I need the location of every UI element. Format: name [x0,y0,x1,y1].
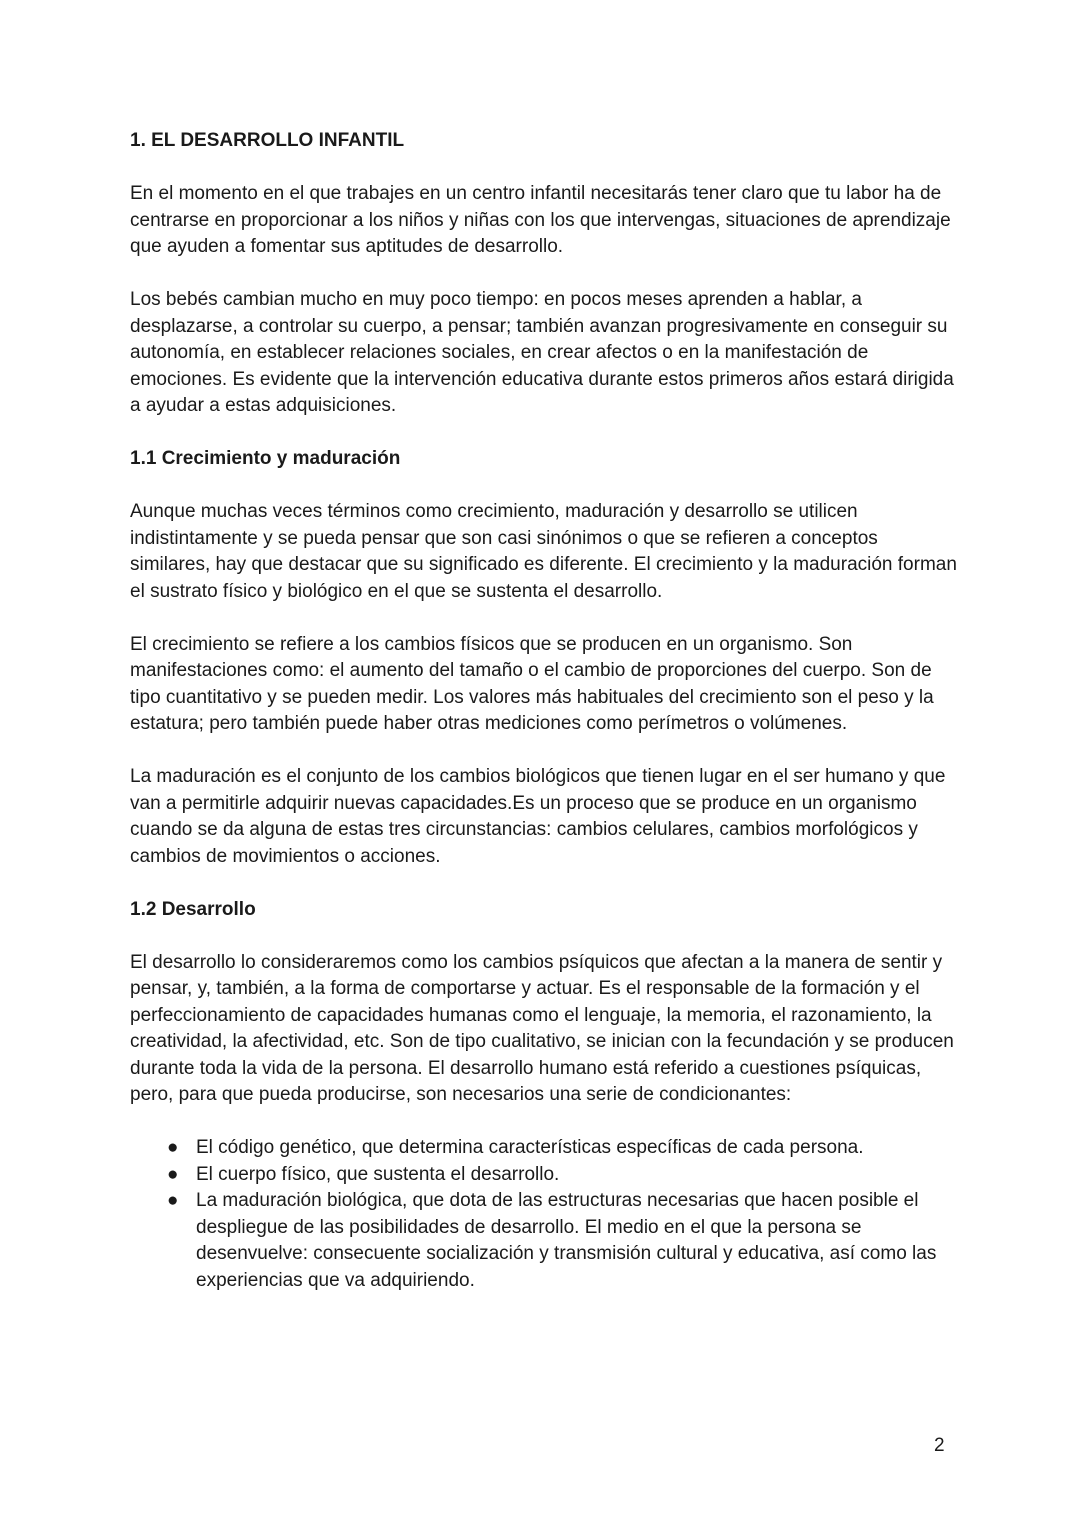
page-number: 2 [934,1435,945,1456]
document-page [130,128,960,1294]
paragraph-terminos: Aunque muchas veces términos como crecimiento, maduración y desarrollo se utilicen indistintamente y se pueda pensar que son casi sinónimos o que se refieren a conceptos similares, hay que destacar que su significado es diferente. El crecimiento y la maduración forman el sustrato físico y biológico en el que se sustenta el desarrollo. [130,501,957,602]
list-item [130,1188,960,1294]
paragraph-crecimiento: El crecimiento se refiere a los cambios físicos que se producen en un organismo. Son manifestaciones como: el aumento del tamaño o el cambio de proporciones del cuerpo. Son de tipo cuantitativo y se pueden medir. Los valores más habituales del crecimiento son el peso y la estatura; pero también puede haber otras mediciones como perímetros o volúmenes. [130,633,934,734]
section-title-crecimiento-maduracion: 1.1 Crecimiento y maduración [130,448,401,469]
paragraph-intro: En el momento en el que trabajes en un centro infantil necesitarás tener claro que tu labor ha de centrarse en proporcionar a los niños y niñas con los que intervengas, situaciones de aprendizaje que ayuden a fomentar sus aptitudes de desarrollo. [130,183,951,257]
paragraph-desarrollo: El desarrollo lo consideraremos como los cambios psíquicos que afectan a la manera de sentir y pensar, y, también, a la forma de comportarse y actuar. Es el responsable de la formación y el perfeccionamiento de capacidades humanas como el lenguaje, la memoria, el razonamiento, la creatividad, la afectividad, etc. Son de tipo cualitativo, se inician con la fecundación y se producen durante toda la vida de la persona. El desarrollo humano está referido a cuestiones psíquicas, pero, para que pueda producirse, son necesarios una serie de condicionantes: [130,951,954,1105]
bullet-icon: ● [167,1190,179,1211]
list-item-text: El código genético, que determina características específicas de cada persona. [196,1137,864,1158]
list-item [130,1162,960,1189]
list-item [130,1135,960,1162]
bullet-icon: ● [167,1137,179,1158]
paragraph-bebes: Los bebés cambian mucho en muy poco tiempo: en pocos meses aprenden a hablar, a desplazarse, a controlar su cuerpo, a pensar; también avanzan progresivamente en conseguir su autonomía, en establecer relaciones sociales, en crear afectos o en la manifestación de emociones. Es evidente que la intervención educativa durante estos primeros años estará dirigida a ayudar a estas adquisiciones. [130,289,954,416]
list-item-text: El cuerpo físico, que sustenta el desarrollo. [196,1163,560,1185]
section-title-desarrollo: 1.2 Desarrollo [130,898,256,920]
list-item-text: La maduración biológica, que dota de las estructuras necesarias que hacen posible el despliegue de las posibilidades de desarrollo. El medio en el que la persona se desenvuelve: consecuente socialización y transmisión cultural y educativa, así como las experiencias que va adquiriendo. [196,1190,937,1291]
bullet-icon: ● [167,1163,179,1185]
section-title-desarrollo-infantil: 1. EL DESARROLLO INFANTIL [130,130,405,151]
paragraph-maduracion: La maduración es el conjunto de los cambios biológicos que tienen lugar en el ser humano y que van a permitirle adquirir nuevas capacidades.Es un proceso que se produce en un organismo cuando se da alguna de estas tres circunstancias: cambios celulares, cambios morfológicos y cambios de movimientos o acciones. [130,766,946,867]
condicionantes-list [130,1135,960,1294]
